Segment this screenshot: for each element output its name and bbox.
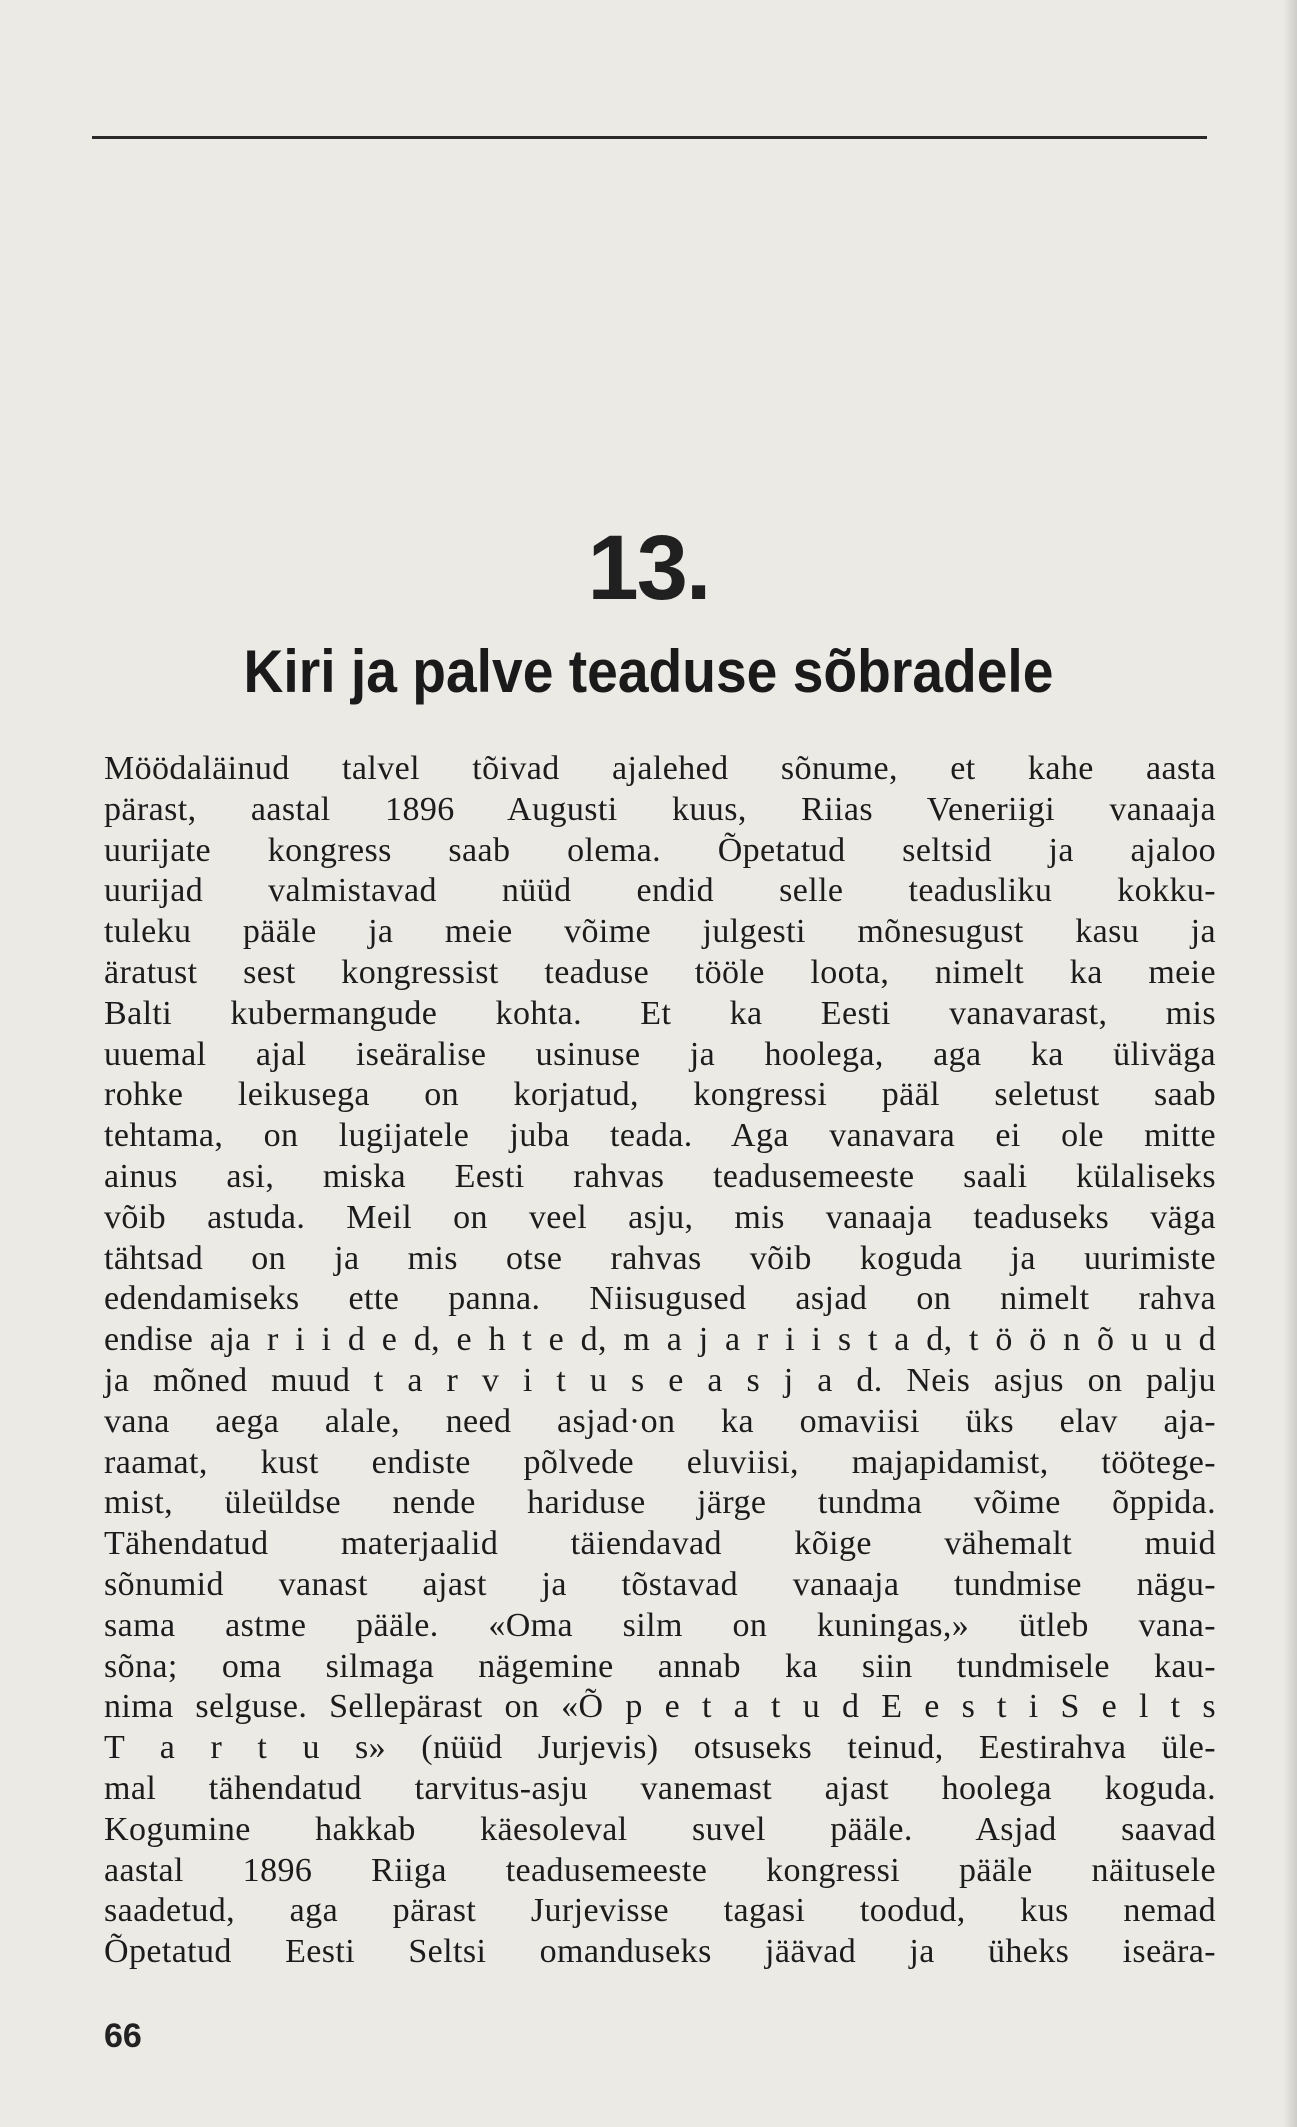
text-line: pärast, aastal 1896 Augusti kuus, Riias Veneriigi vanaaja — [104, 790, 1216, 828]
chapter-number: 13. — [587, 517, 710, 619]
text-line: rohke leikusega on korjatud, kongressi pääl seletust saab — [104, 1076, 1216, 1114]
text-line: saadetud, aga pärast Jurjevisse tagasi toodud, kus nemad — [104, 1892, 1216, 1930]
text-line: mal tähendatud tarvitus-asju vanemast ajast hoolega koguda. — [104, 1769, 1216, 1807]
text-line: uurijad valmistavad nüüd endid selle teadusliku kokku- — [104, 872, 1216, 910]
text-line: ainus asi, miska Eesti rahvas teadusemeeste saali külaliseks — [104, 1157, 1216, 1195]
chapter-title: Kiri ja palve teaduse sõbradele — [243, 638, 1054, 705]
text-line: vana aega alale, need asjad·on ka omaviisi üks elav aja- — [104, 1402, 1216, 1440]
text-line: Kogumine hakkab käesoleval suvel pääle. Asjad saavad — [104, 1810, 1216, 1848]
text-line: ja mõned muud t a r v i t u s e a s j a d. Neis asjus on palju — [104, 1361, 1216, 1399]
text-line: nima selguse. Sellepärast on «Õ p e t a t u d E e s t i S e l t s — [104, 1688, 1216, 1726]
text-line: sõna; oma silmaga nägemine annab ka siin tundmisele kau- — [104, 1647, 1216, 1685]
text-line: uuemal ajal iseäralise usinuse ja hoolega, aga ka üliväga — [104, 1035, 1216, 1073]
text-line: endise aja r i i d e d, e h t e d, m a j a r i i s t a d, t ö ö n õ u u d — [104, 1321, 1216, 1359]
text-line: tehtama, on lugijatele juba teada. Aga vanavara ei ole mitte — [104, 1117, 1216, 1155]
text-line: Möödaläinud talvel tõivad ajalehed sõnume, et kahe aasta — [104, 750, 1216, 787]
text-line: edendamiseks ette panna. Niisugused asjad on nimelt rahva — [104, 1280, 1216, 1318]
text-line: tähtsad on ja mis otse rahvas võib koguda ja uurimiste — [104, 1239, 1216, 1277]
text-line: uurijate kongress saab olema. Õpetatud seltsid ja ajaloo — [104, 831, 1216, 869]
text-line: aastal 1896 Riiga teadusemeeste kongressi pääle näitusele — [104, 1851, 1216, 1889]
text-line: sõnumid vanast ajast ja tõstavad vanaaja tundmise nägu- — [104, 1565, 1216, 1603]
text-line: sama astme pääle. «Oma silm on kuningas,» ütleb vana- — [104, 1606, 1216, 1644]
header-rule — [92, 136, 1207, 139]
text-line: mist, üleüldse nende hariduse järge tundma võime õppida. — [104, 1484, 1216, 1522]
text-line: võib astuda. Meil on veel asju, mis vanaaja teaduseks väga — [104, 1198, 1216, 1236]
text-line: Balti kubermangude kohta. Et ka Eesti vanavarast, mis — [104, 994, 1216, 1032]
page-edge-shadow — [1283, 0, 1297, 2127]
text-line: Õpetatud Eesti Seltsi omanduseks jäävad ja üheks iseära- — [104, 1933, 1216, 1971]
text-line: raamat, kust endiste põlvede eluviisi, majapidamist, töötege- — [104, 1443, 1216, 1481]
text-line: tuleku pääle ja meie võime julgesti mõnesugust kasu ja — [104, 913, 1216, 951]
text-line: Tähendatud materjaalid täiendavad kõige vähemalt muid — [104, 1525, 1216, 1563]
page-number: 66 — [104, 2017, 142, 2055]
text-line: T a r t u s» (nüüd Jurjevis) otsuseks teinud, Eestirahva üle- — [104, 1729, 1216, 1767]
text-line: äratust sest kongressist teaduse tööle loota, nimelt ka meie — [104, 953, 1216, 991]
body-text — [104, 749, 1216, 1973]
